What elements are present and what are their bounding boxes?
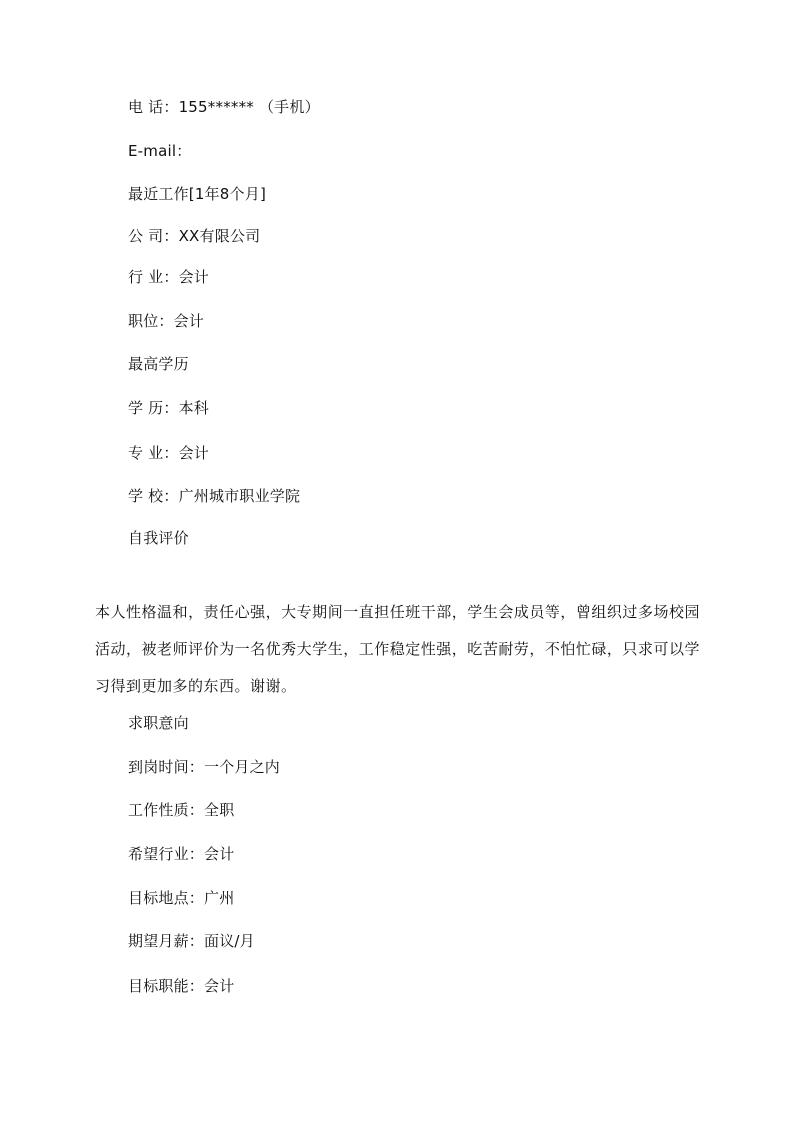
education-line: 学 历：本科 [128,399,209,417]
phone-line: 电 话：155****** （手机） [128,98,320,116]
desired-industry-line: 希望行业：会计 [128,845,235,863]
industry-line: 行 业：会计 [128,268,209,286]
school-line: 学 校：广州城市职业学院 [128,487,301,505]
email-line: E-mail： [128,142,192,160]
job-type-line: 工作性质：全职 [128,801,235,819]
start-time-line: 到岗时间：一个月之内 [128,758,281,776]
highest-education-heading: 最高学历 [128,355,189,373]
expected-salary-line: 期望月薪：面议/月 [128,932,255,950]
recent-work-heading: 最近工作[1年8个月] [128,185,266,203]
target-location-line: 目标地点：广州 [128,889,235,907]
job-intention-heading: 求职意向 [128,714,189,732]
major-line: 专 业：会计 [128,444,209,462]
position-line: 职位：会计 [128,312,205,330]
company-line: 公 司：XX有限公司 [128,227,261,245]
self-evaluation-heading: 自我评价 [128,529,189,547]
target-function-line: 目标职能：会计 [128,977,235,995]
self-evaluation-paragraph: 本人性格温和，责任心强，大专期间一直担任班干部，学生会成员等，曾组织过多场校园活动，被老师评价为一名优秀大学生，工作稳定性强，吃苦耐劳，不怕忙碌，只求可以学习得到更加多的东西。谢谢。 [95,603,700,695]
